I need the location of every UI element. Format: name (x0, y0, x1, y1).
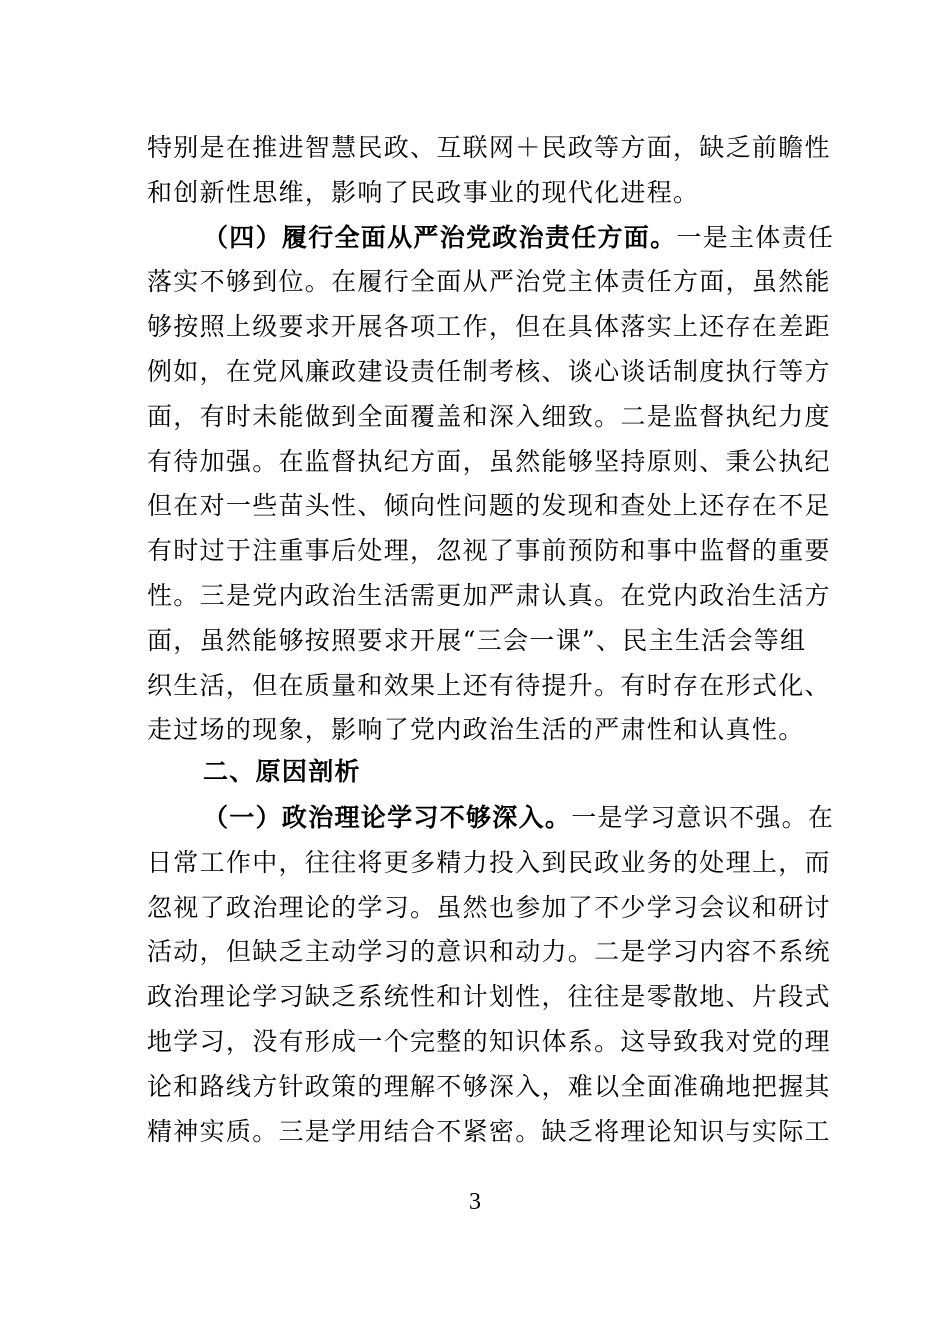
text-span: 例如，在党风廉政建设责任制考核、谈心谈话制度执行等方 (147, 357, 831, 386)
text-span: 一是学习意识不强。在 (571, 803, 835, 832)
text-span: 走过场的现象，影响了党内政治生活的严肃性和认真性。 (147, 715, 805, 745)
bold-lead-phrase: （四）履行全面从严治党政治责任方面。 (203, 222, 677, 252)
text-line (147, 1112, 831, 1152)
text-span: 一是主体责任 (676, 222, 835, 252)
text-span: 和创新性思维，影响了民政事业的现代化进程。 (147, 177, 700, 207)
text-line (147, 173, 807, 213)
text-span: 面，虽然能够按照要求开展“三会一课”、民主生活会等组 (147, 625, 807, 655)
text-line (147, 307, 831, 347)
text-span: 性。三是党内政治生活需更加严肃认真。在党内政治生活方 (147, 581, 831, 610)
text-line (147, 262, 831, 302)
text-span: 有时过于注重事后处理，忽视了事前预防和事中监督的重要 (147, 536, 831, 566)
text-line (147, 442, 831, 482)
text-span: 特别是在推进智慧民政、互联网＋民政等方面，缺乏前瞻性 (147, 133, 831, 162)
text-line (147, 1022, 831, 1062)
text-line (203, 218, 835, 258)
text-line (147, 128, 831, 168)
text-span: 织生活，但在质量和效果上还有待提升。有时存在形式化、 (147, 670, 831, 700)
text-span: 地学习，没有形成一个完整的知识体系。这导致我对党的理 (147, 1027, 831, 1056)
text-line (147, 531, 831, 571)
text-span: 有待加强。在监督执纪方面，虽然能够坚持原则、秉公执纪 (147, 446, 831, 476)
text-line (147, 843, 831, 883)
text-line (147, 932, 831, 972)
text-line (147, 576, 831, 616)
text-line (147, 486, 831, 526)
text-span: 精神实质。三是学用结合不紧密。缺乏将理论知识与实际工 (147, 1116, 831, 1146)
text-line (203, 798, 835, 838)
text-span: 但在对一些苗头性、倾向性问题的发现和查处上还存在不足 (147, 491, 831, 521)
text-line (147, 710, 807, 750)
text-span: 活动，但缺乏主动学习的意识和动力。二是学习内容不系统 (147, 937, 831, 967)
text-line (147, 1067, 831, 1107)
section-heading: 二、原因剖析 (203, 757, 361, 786)
text-line (147, 621, 807, 661)
text-line (147, 977, 831, 1017)
text-span: 够按照上级要求开展各项工作，但在具体落实上还存在差距 (147, 312, 831, 342)
text-line (147, 888, 831, 928)
text-line (147, 352, 831, 392)
text-span: 忽视了政治理论的学习。虽然也参加了不少学习会议和研讨 (147, 892, 831, 922)
text-line (147, 397, 831, 437)
text-span: 落实不够到位。在履行全面从严治党主体责任方面，虽然能 (147, 267, 831, 297)
text-span: 面，有时未能做到全面覆盖和深入细致。二是监督执纪力度 (147, 401, 831, 431)
text-line (147, 666, 831, 706)
bold-lead-phrase: （一）政治理论学习不够深入。 (203, 803, 572, 832)
page-number: 3 (469, 1189, 481, 1215)
text-span: 日常工作中，往往将更多精力投入到民政业务的处理上，而 (147, 847, 831, 877)
text-span: 论和路线方针政策的理解不够深入，难以全面准确地把握其 (147, 1071, 831, 1101)
text-span: 政治理论学习缺乏系统性和计划性，往往是零散地、片段式 (147, 982, 831, 1012)
